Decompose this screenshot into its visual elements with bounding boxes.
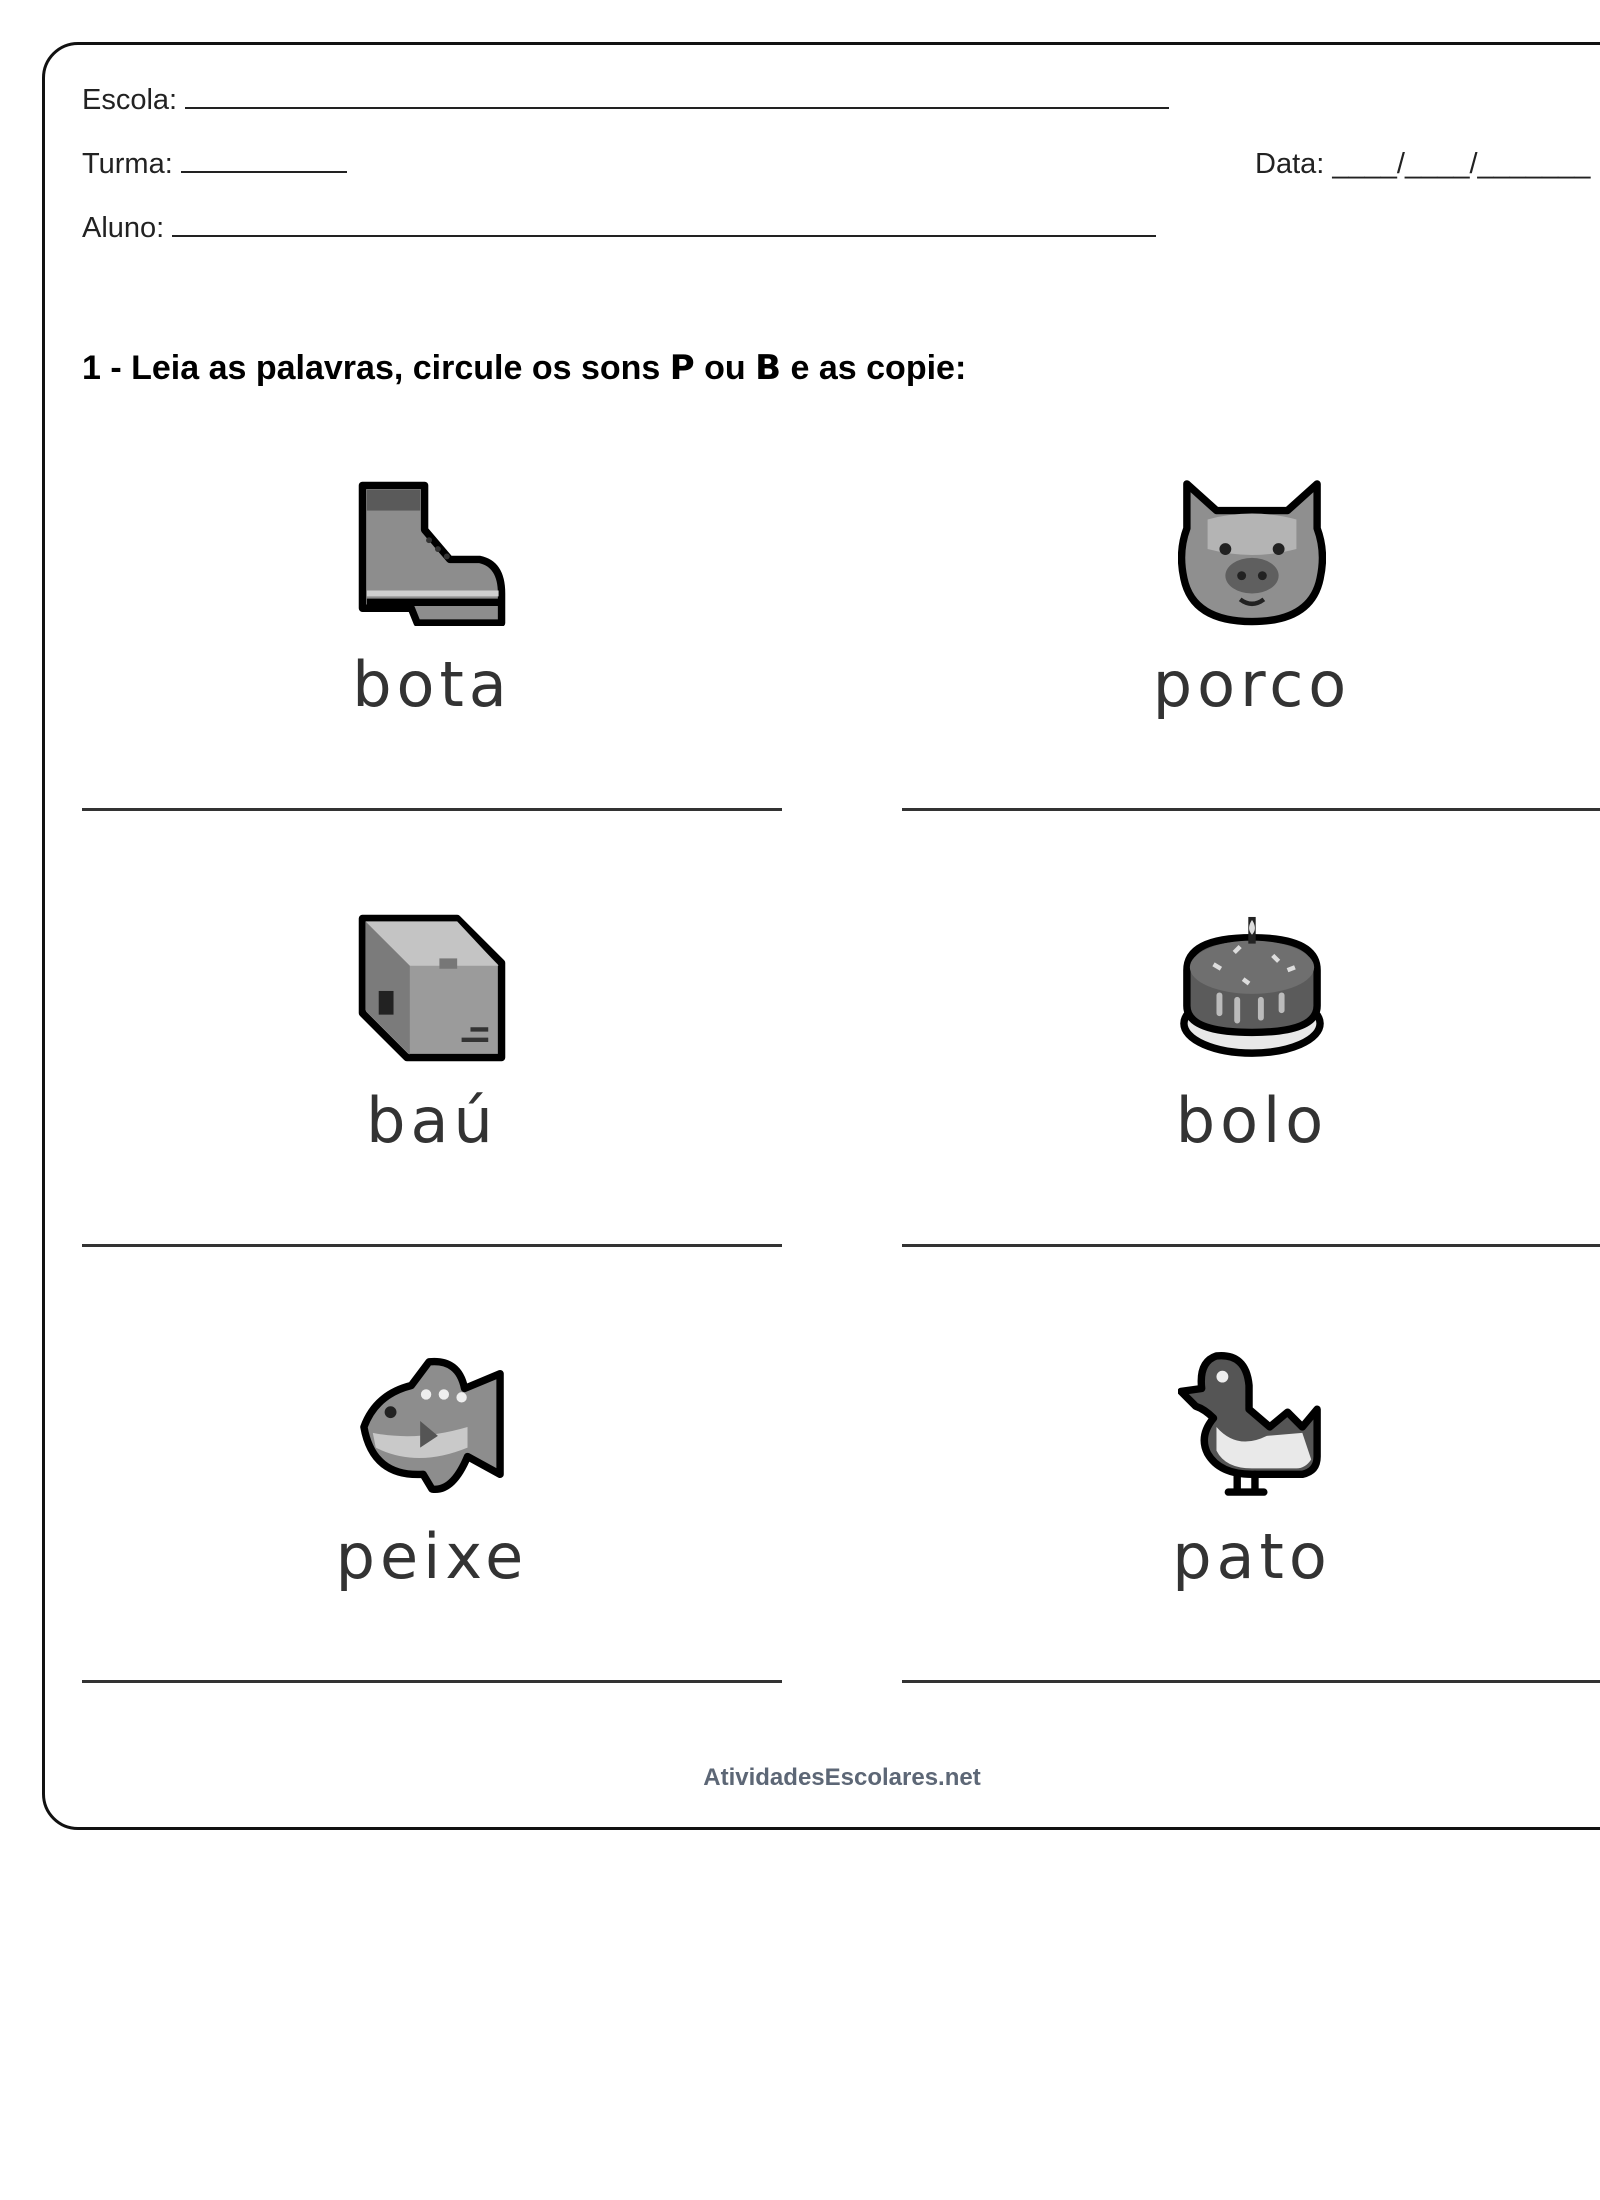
footer-site-name: AtividadesEscolares.net [703, 1764, 981, 1791]
word-card-pato [902, 1350, 1600, 1770]
cake-icon [1178, 914, 1326, 1062]
word-label: porco [1152, 648, 1352, 721]
question-heading: 1 - Leia as palavras, circule os sons P ou B e as copie: [82, 348, 967, 388]
answer-line [902, 808, 1600, 811]
answer-line [902, 1244, 1600, 1247]
aluno-field [82, 212, 1156, 245]
sound-b: B [755, 348, 782, 388]
box-icon [358, 914, 506, 1062]
bird-icon [1178, 1350, 1326, 1498]
word-card-peixe [82, 1350, 782, 1770]
answer-line [82, 1680, 782, 1683]
escola-line [185, 107, 1169, 109]
word-card-bota [82, 478, 782, 898]
aluno-line [172, 235, 1156, 237]
word-label: bota [352, 648, 512, 721]
word-card-bau [82, 914, 782, 1334]
escola-label: Escola: [82, 84, 178, 116]
aluno-label: Aluno: [82, 212, 165, 244]
answer-line [82, 808, 782, 811]
word-label: pato [1172, 1520, 1332, 1593]
word-label: baú [366, 1084, 498, 1157]
data-blank: ____/____/_______ [1332, 148, 1591, 180]
answer-line [902, 1680, 1600, 1683]
boot-icon [358, 478, 506, 626]
fish-icon [358, 1350, 506, 1498]
turma-field [82, 148, 347, 181]
word-label: bolo [1175, 1084, 1329, 1157]
answer-line [82, 1244, 782, 1247]
pig-icon [1178, 478, 1326, 626]
turma-line [181, 171, 347, 173]
turma-label: Turma: [82, 148, 173, 180]
word-card-bolo [902, 914, 1600, 1334]
word-card-porco [902, 478, 1600, 898]
word-label: peixe [335, 1520, 529, 1593]
data-field [1255, 148, 1590, 181]
data-label: Data: [1255, 148, 1325, 180]
escola-field [82, 84, 1169, 117]
sound-p: P [669, 348, 695, 388]
